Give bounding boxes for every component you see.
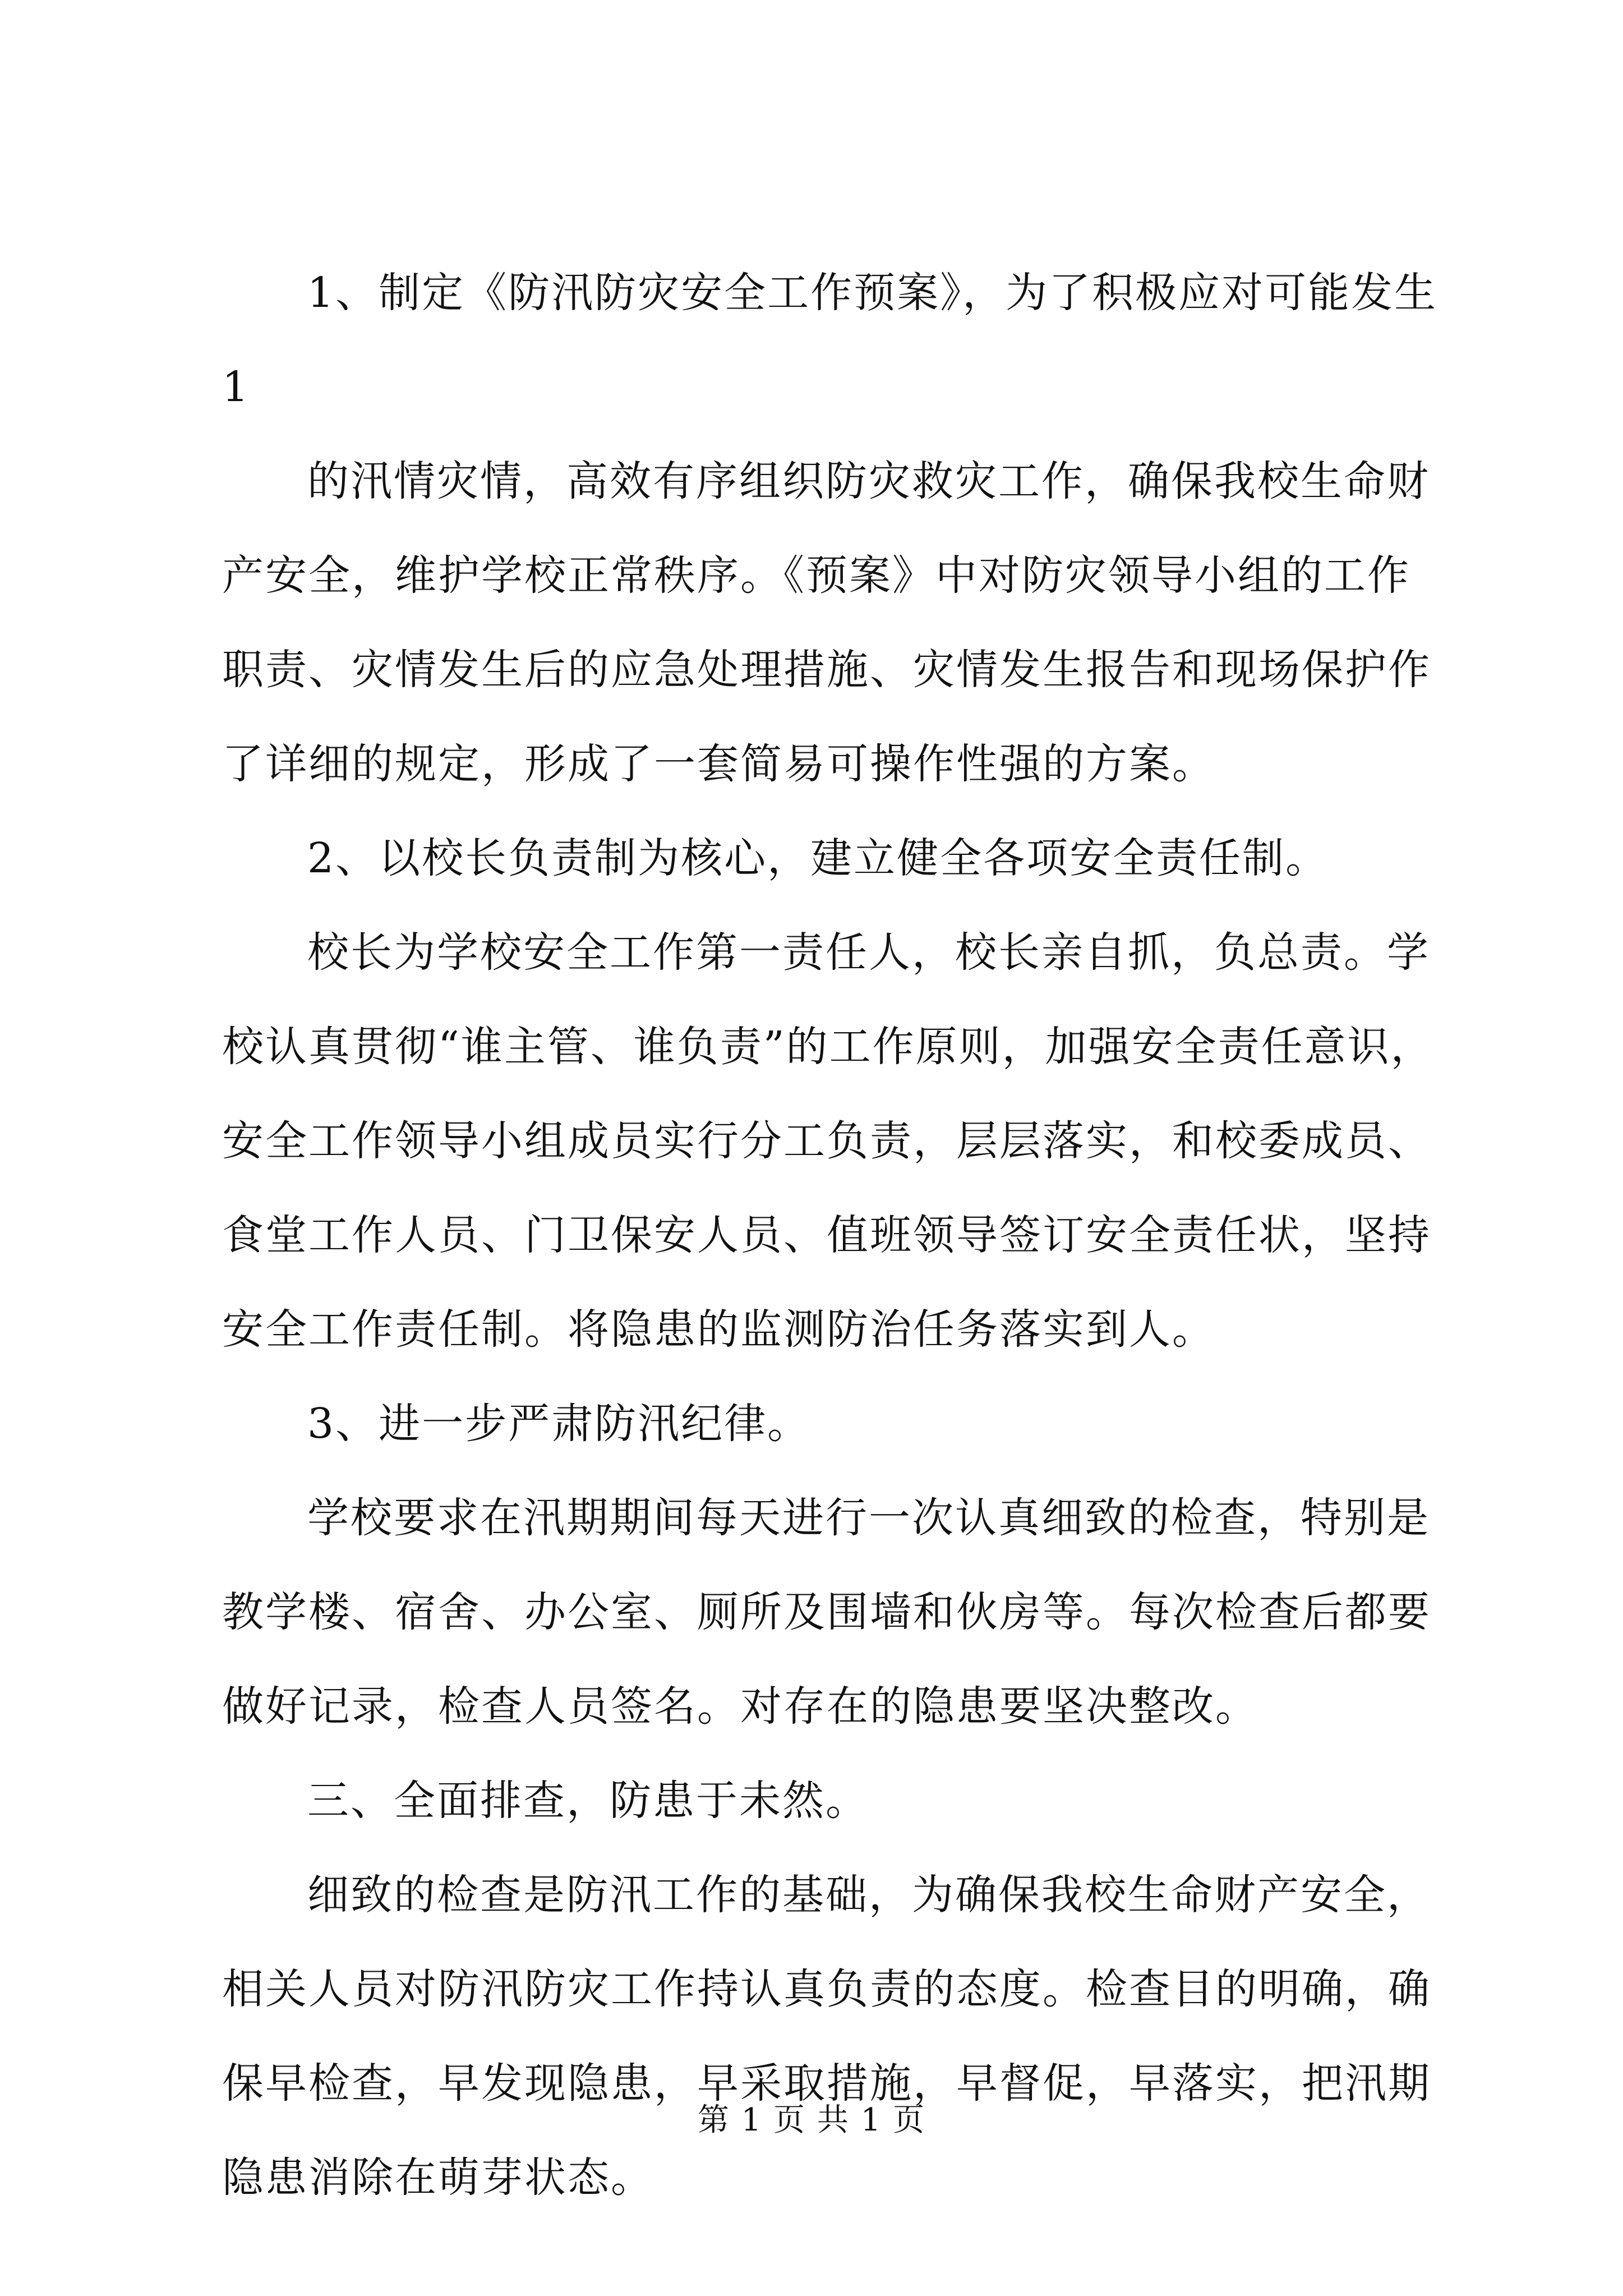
paragraph-line: 食堂工作人员、门卫保安人员、值班领导签订安全责任状，坚持 <box>222 1211 1431 1259</box>
paragraph-line: 1、制定《防汛防灾安全工作预案》，为了积极应对可能发生 <box>307 269 1438 317</box>
paragraph-line: 了详细的规定，形成了一套简易可操作性强的方案。 <box>222 740 1215 788</box>
document-body <box>222 246 1438 2225</box>
paragraph-line: 2、以校长负责制为核心，建立健全各项安全责任制。 <box>307 834 1329 882</box>
paragraph-line: 隐患消除在萌芽状态。 <box>222 2154 654 2202</box>
paragraph-line: 职责、灾情发生后的应急处理措施、灾情发生报告和现场保护作 <box>222 646 1431 694</box>
paragraph-line: 安全工作责任制。将隐患的监测防治任务落实到人。 <box>222 1305 1215 1354</box>
paragraph-line: 3、进一步严肃防汛纪律。 <box>307 1400 811 1448</box>
paragraph-line: 产安全，维护学校正常秩序。《预案》中对防灾领导小组的工作 <box>222 551 1410 600</box>
paragraph-line: 校长为学校安全工作第一责任人，校长亲自抓，负总责。学 <box>307 928 1430 977</box>
paragraph-line: 保早检查，早发现隐患，早采取措施，早督促，早落实，把汛期 <box>222 2059 1431 2108</box>
paragraph-line: 学校要求在汛期期间每天进行一次认真细致的检查，特别是 <box>307 1494 1430 1542</box>
paragraph-line: 做好记录，检查人员签名。对存在的隐患要坚决整改。 <box>222 1682 1258 1731</box>
paragraph-line: 三、全面排查，防患于未然。 <box>307 1777 869 1825</box>
paragraph-line: 校认真贯彻“谁主管、谁负责”的工作原则，加强安全责任意识， <box>222 1023 1434 1071</box>
paragraph-line: 安全工作领导小组成员实行分工负责，层层落实，和校委成员、 <box>222 1117 1431 1165</box>
paragraph-line: 的汛情灾情，高效有序组织防灾救灾工作，确保我校生命财 <box>307 457 1430 505</box>
paragraph-line: 相关人员对防汛防灾工作持认真负责的态度。检查目的明确，确 <box>222 1965 1431 2013</box>
page-number-footer: 第 1 页 共 1 页 <box>697 2102 926 2138</box>
paragraph-line: 1 <box>222 363 251 411</box>
paragraph-line: 教学楼、宿舍、办公室、厕所及围墙和伙房等。每次检查后都要 <box>222 1588 1431 1636</box>
paragraph-line: 细致的检查是防汛工作的基础，为确保我校生命财产安全， <box>307 1871 1430 1919</box>
